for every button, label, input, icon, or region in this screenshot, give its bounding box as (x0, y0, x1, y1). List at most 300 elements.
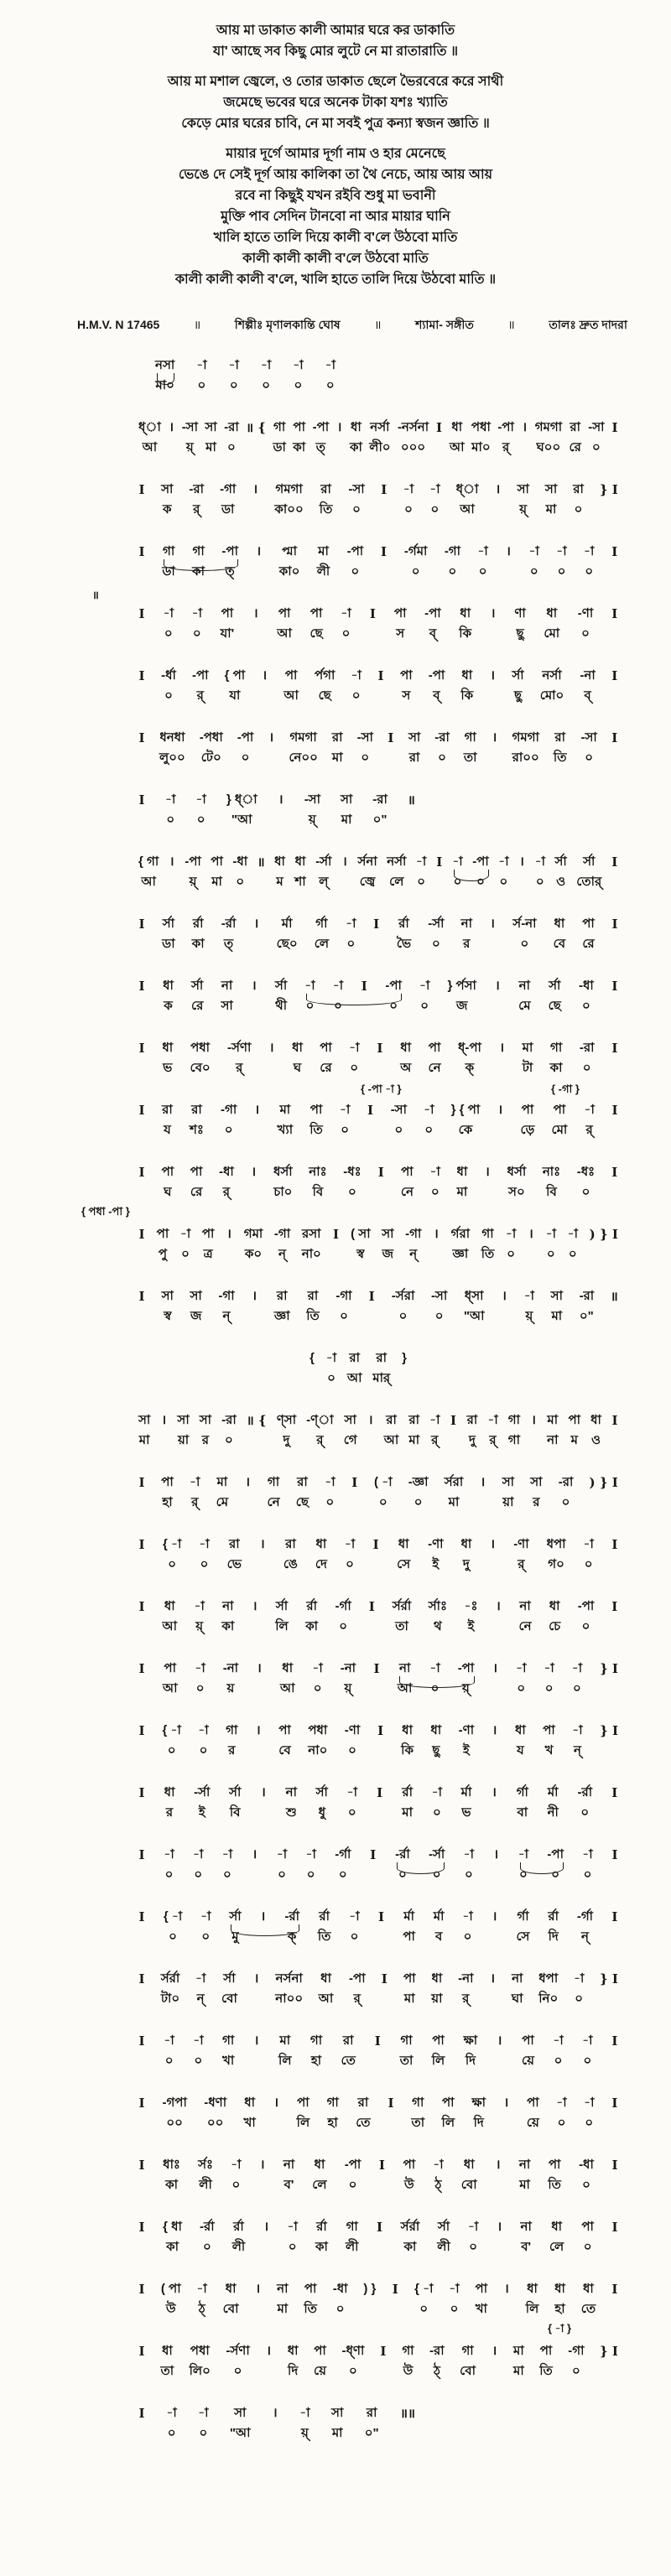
note-cell (535, 419, 562, 455)
lyric-syllable: ম (276, 875, 283, 889)
note-cell (325, 357, 336, 393)
note-cell (540, 667, 564, 704)
lyric-syllable: লি (525, 2302, 539, 2316)
note-cell (218, 1288, 234, 1324)
note-cell (544, 605, 559, 641)
sargam-note: -া (487, 1413, 498, 1427)
sargam-note: । (495, 2158, 501, 2172)
note-cell (229, 357, 239, 393)
bar-separator (309, 1350, 315, 1370)
lyric-syllable: ০ (434, 1309, 444, 1323)
bar-separator (521, 419, 528, 439)
bar-separator (611, 543, 618, 564)
lyric-syllable: ০ (347, 1805, 356, 1820)
lyric-syllable: আ (142, 440, 158, 454)
notation-row (138, 730, 618, 766)
bar-separator (268, 730, 274, 750)
bar-separator (611, 978, 618, 998)
note-cell (401, 2219, 420, 2255)
notation-row (138, 854, 618, 890)
sargam-note: -া (195, 792, 206, 807)
slur-arc (231, 1924, 299, 1936)
notation-row (138, 2281, 618, 2317)
lyric-syllable: ০ (167, 2426, 176, 2440)
sargam-note: না (222, 1599, 234, 1613)
lyric-syllable: বে (278, 1743, 291, 1758)
note-cell (400, 667, 413, 704)
sargam-note: ধা (549, 1599, 560, 1613)
sargam-note: সা (161, 482, 174, 496)
note-cell (274, 1226, 290, 1262)
note-cell (468, 2219, 478, 2255)
sargam-note: I (611, 730, 618, 745)
lyric-syllable: না০ (308, 1743, 328, 1758)
note-cell (512, 916, 536, 952)
lyric-syllable: ০ (350, 1929, 359, 1944)
sargam-note: ধা (551, 2220, 562, 2234)
sargam-note: মা (513, 2344, 524, 2358)
sargam-note: । (252, 606, 258, 621)
sargam-note: ॥ (407, 792, 415, 808)
note-cell (293, 357, 303, 393)
lyric-syllable: ব' (283, 2178, 294, 2192)
sargam-note: I (138, 2344, 145, 2359)
sargam-note: । (252, 1289, 257, 1303)
note-cell (163, 2157, 180, 2193)
lyric-syllable: মা (331, 2426, 343, 2440)
bar-separator (138, 1288, 145, 1308)
sargam-note: মা (547, 1413, 559, 1427)
sargam-note: । (254, 1103, 260, 1117)
bar-separator (377, 667, 384, 688)
lyric-syllable: সা (221, 999, 233, 1013)
lyric-syllable: য়ে (522, 2054, 534, 2068)
note-cell (165, 792, 175, 828)
note-cell (404, 543, 428, 579)
notation-row (138, 792, 415, 828)
lyric-syllable: তি (317, 1929, 331, 1944)
lyric-syllable: ত্র (203, 1247, 213, 1261)
sargam-note: I (611, 2282, 618, 2297)
sargam-note: সা (161, 1289, 174, 1303)
lyric-syllable: শা (294, 875, 306, 889)
slur-arc (520, 1862, 564, 1874)
sargam-note: । (490, 917, 495, 931)
lyric-syllable: তা (395, 1619, 408, 1633)
bar-separator (590, 1474, 618, 1494)
lyric-syllable: পা (403, 1929, 415, 1944)
sargam-note: প্মা (282, 544, 297, 558)
lyric-syllable: য়্ (525, 1309, 533, 1323)
sargam-note: ধা (314, 2158, 325, 2172)
sargam-note: গা (412, 2096, 424, 2110)
note-cell (162, 1040, 173, 1076)
sargam-note: । (255, 2282, 261, 2296)
bar-separator (259, 2157, 266, 2177)
note-cell (277, 2281, 288, 2317)
note-cell (457, 1164, 468, 1200)
artist-name: শিল্পীঃ মৃণালকান্তি ঘোষ (234, 318, 341, 331)
sargam-note: ণ্সা (276, 1413, 297, 1427)
lyric-syllable: শু (285, 1805, 297, 1820)
bar-separator (247, 1412, 267, 1432)
sargam-note: -া (287, 2220, 298, 2234)
lyric-syllable: ০ (432, 1867, 441, 1882)
lyric-syllable: থী (275, 999, 288, 1013)
bar-separator (378, 1909, 385, 1929)
sargam-note: I (611, 2220, 618, 2235)
lyric-syllable: ছে (318, 688, 331, 703)
note-cell (306, 1846, 316, 1883)
lyric-syllable: ০ (262, 378, 270, 392)
lyric-syllable: র্ (431, 1433, 439, 1447)
sargam-note: নর্সা (370, 420, 390, 434)
sargam-note: -গপা (162, 2096, 187, 2110)
lyric-line: খালি হাতে তালি দিয়ে কালী ব'লে উঠবো মাতি (213, 231, 458, 245)
lyric-syllable: র (201, 1433, 210, 1447)
lyric-syllable: ০ (227, 440, 236, 454)
note-cell (161, 667, 176, 704)
note-cell (551, 1288, 563, 1324)
sargam-note: রা (276, 1289, 288, 1303)
sargam-note: পা (161, 1475, 174, 1489)
note-cell (508, 1412, 520, 1448)
sargam-note: ধা (292, 1041, 303, 1055)
sargam-note: I (378, 2158, 385, 2173)
sargam-note: মা (522, 1041, 533, 1055)
note-cell (232, 854, 247, 890)
lyric-syllable: ০ (339, 1619, 348, 1633)
lyric-syllable: ০ (438, 750, 446, 765)
sargam-note: -ধা (332, 2282, 348, 2296)
sargam-note: -না (580, 668, 596, 683)
sargam-note: I (388, 2096, 394, 2111)
sargam-note: । (252, 1599, 257, 1613)
grace-note-annotation: ॥ (92, 589, 99, 601)
lyric-syllable: র্ (193, 502, 200, 517)
lyric-syllable: ০ (229, 378, 238, 392)
sargam-note: I (351, 1475, 358, 1490)
note-cell (351, 1226, 370, 1262)
note-cell (464, 1846, 474, 1883)
note-cell (346, 916, 356, 952)
catalog-number: H.M.V. N 17465 (77, 318, 160, 331)
sargam-note: র্মা (403, 1909, 414, 1924)
sargam-note: ধা (282, 1661, 294, 1675)
sargam-note: । (367, 1413, 373, 1427)
sargam-note: ধা (515, 1723, 526, 1737)
sargam-note: I (138, 2096, 145, 2111)
sargam-note: গা (461, 2344, 474, 2358)
bar-separator (138, 1784, 145, 1805)
lyric-syllable: আ (283, 688, 299, 703)
note-cell (333, 2281, 348, 2317)
bar-separator (492, 1660, 498, 1680)
sargam-note: সা (382, 1227, 394, 1241)
note-cell (434, 1909, 445, 1945)
lyric-syllable: লি (441, 2116, 455, 2130)
sargam-note: I (611, 917, 618, 932)
note-cell (319, 1971, 334, 2007)
sargam-note: -ধণা (204, 2096, 227, 2110)
lyric-syllable: য়্ (462, 1681, 470, 1696)
sargam-note: ধা (430, 1723, 442, 1737)
note-cell (467, 1412, 478, 1448)
lyric-syllable: ঘ (164, 1185, 172, 1199)
sargam-note: । (497, 1103, 503, 1117)
lyric-syllable: স০ (508, 1185, 525, 1199)
bar-separator (611, 730, 618, 750)
sargam-note: সা (550, 1289, 563, 1303)
note-cell (431, 1288, 447, 1324)
slur-arc (454, 870, 489, 881)
divider-mark: ॥ (507, 318, 515, 331)
bar-separator (138, 1971, 145, 1991)
lyric-syllable: ০ (199, 2426, 208, 2440)
lyric-syllable: মো০ (539, 688, 564, 703)
lyric-syllable: ন্ (573, 1743, 581, 1758)
note-cell (200, 730, 223, 766)
sargam-note: -া (193, 2033, 204, 2048)
bar-separator (370, 1846, 377, 1867)
sargam-note: । (504, 2282, 509, 2296)
sargam-note: I (450, 1413, 457, 1428)
lyric-syllable: ০ (231, 2178, 241, 2192)
sargam-note: ধা (402, 1723, 413, 1737)
bar-separator (367, 1102, 374, 1122)
lyric-syllable: ০ (575, 1992, 584, 2006)
lyric-syllable: ০ (195, 1681, 205, 1696)
lyric-syllable: ঠ্ (434, 2178, 442, 2192)
sargam-note: -া (341, 606, 351, 621)
sargam-note: ধা (351, 420, 362, 434)
sargam-note: র্গা (315, 917, 328, 931)
sargam-note: ধা (161, 2344, 173, 2358)
note-cell (527, 2095, 539, 2131)
sargam-note: পা (304, 2282, 317, 2296)
note-cell (274, 481, 303, 517)
note-cell (497, 419, 514, 455)
sargam-note: I (138, 606, 145, 621)
sargam-note: -পা (472, 854, 489, 869)
note-cell (581, 2219, 594, 2255)
note-cell (547, 1536, 566, 1572)
sargam-note: I (367, 1103, 374, 1118)
bar-separator (341, 854, 348, 874)
lyric-syllable: য (517, 1743, 524, 1758)
note-cell (555, 854, 567, 890)
note-cell (382, 1226, 393, 1262)
note-cell (522, 2033, 534, 2069)
lyric-syllable: অ (400, 1061, 412, 1075)
lyric-syllable: ত্ (225, 564, 235, 579)
bar-separator (278, 792, 284, 812)
lyric-syllable: মা০ (471, 440, 491, 454)
lyric-syllable: মা (519, 2178, 530, 2192)
sargam-note: ধা (527, 2282, 538, 2296)
lyric-syllable: খা (475, 2302, 487, 2316)
bar-separator (381, 1971, 388, 1991)
note-cell (518, 481, 529, 517)
sargam-note: । (253, 917, 259, 931)
sargam-note: -পা (385, 979, 402, 993)
bar-separator (138, 792, 145, 812)
sargam-note: । (253, 1971, 259, 1986)
note-cell (502, 1474, 514, 1510)
note-cell (524, 1288, 534, 1324)
sargam-note: রা (573, 482, 584, 496)
note-cell (163, 1660, 178, 1696)
lyric-syllable: বি (229, 1805, 241, 1820)
note-cell (573, 481, 584, 517)
sargam-note: -া (349, 1041, 360, 1055)
lyric-syllable: মা (341, 813, 352, 827)
note-cell (190, 1040, 210, 1076)
note-cell (572, 1722, 582, 1758)
lyric-syllable: ০ (464, 1867, 473, 1882)
note-cell (315, 1536, 327, 1572)
note-cell (546, 1226, 556, 1262)
sargam-note: I (377, 1909, 385, 1924)
note-cell (306, 1288, 320, 1324)
note-cell (194, 1784, 210, 1820)
lyric-syllable: ব' (521, 2240, 532, 2254)
lyric-syllable: য়া (177, 1433, 190, 1447)
note-cell (231, 2157, 241, 2193)
lyric-syllable: ০ (529, 564, 538, 579)
lyric-syllable: ০ (417, 875, 425, 889)
note-cell (177, 1412, 189, 1448)
note-cell (349, 1971, 366, 2007)
sargam-note: । (496, 1599, 501, 1613)
lyric-syllable: য (164, 1123, 171, 1137)
lyric-syllable: কা (315, 2240, 328, 2254)
note-cell (202, 1226, 215, 1262)
lyric-syllable: উ (403, 2364, 414, 2378)
sargam-note: । (434, 1227, 439, 1241)
bar-separator (160, 1412, 167, 1432)
lyric-syllable: লী (231, 2240, 246, 2254)
lyric-syllable: ০ (581, 1185, 590, 1199)
lyric-syllable: লী০ (369, 440, 391, 454)
sargam-note: গা (273, 420, 286, 434)
note-cell (304, 792, 320, 828)
note-cell (514, 605, 525, 641)
notation-row (138, 419, 618, 455)
lyric-syllable: ডা (273, 440, 286, 454)
lyric-syllable: স (402, 688, 411, 703)
lyric-syllable: দি (465, 2054, 476, 2068)
lyric-syllable: র্ (502, 440, 510, 454)
bar-separator (494, 978, 501, 998)
lyric-syllable: ন্ (580, 1929, 589, 1944)
lyric-syllable: জ (190, 1309, 202, 1323)
sargam-note: -গা (444, 544, 460, 558)
lyric-syllable: কে (458, 1123, 473, 1137)
lyric-syllable: ছে (548, 999, 561, 1013)
note-cell (372, 792, 388, 828)
bar-separator (336, 419, 343, 439)
note-cell (302, 1226, 321, 1262)
sargam-note: I (373, 1661, 380, 1676)
sargam-note: I (370, 1847, 377, 1862)
sargam-note: । (262, 668, 268, 683)
lyric-syllable: ০ (194, 2054, 203, 2068)
bar-separator (436, 854, 443, 874)
bar-separator (528, 1226, 534, 1246)
lyric-syllable: ০ (313, 1681, 322, 1696)
note-cell (556, 2095, 566, 2131)
note-cell (347, 543, 364, 579)
note-cell (530, 1474, 542, 1510)
note-cell (462, 1909, 472, 1945)
lyric-syllable: কা০ (278, 564, 300, 579)
lyric-line: আয় মা মশাল জ্বেলে, ও তোর ডাকাত ছেলে ভৈরবেরে করে সাথী (167, 75, 504, 89)
sargam-note: । (251, 1165, 257, 1179)
note-cell (515, 1722, 526, 1758)
lyric-syllable: ০ (181, 1247, 190, 1261)
note-cell (590, 1412, 601, 1448)
lyric-syllable: ০ (340, 1309, 348, 1323)
sargam-note: -ধা (218, 1165, 234, 1179)
note-cell (548, 1909, 559, 1945)
lyric-syllable: "আ (231, 813, 252, 827)
note-cell (403, 481, 414, 517)
lyric-syllable: মা (513, 2364, 524, 2378)
lyric-syllable: মা (277, 2302, 289, 2316)
note-cell (162, 1164, 174, 1200)
note-cell (554, 2281, 565, 2317)
lyric-syllable: ০ (582, 2178, 590, 2192)
note-cell (161, 2281, 181, 2317)
sargam-note: ধা (400, 1041, 412, 1055)
sargam-note: পা (221, 606, 234, 621)
lyric-syllable: ডা (162, 937, 175, 951)
sargam-note: I (138, 2158, 145, 2173)
note-cell (553, 2033, 563, 2069)
sargam-note: -া (505, 1227, 517, 1241)
lyric-syllable: রা (408, 750, 420, 765)
note-cell (408, 730, 420, 766)
note-cell (397, 1536, 410, 1572)
lyric-syllable: আ (277, 626, 292, 641)
notation-row (138, 2405, 415, 2441)
lyric-syllable: ০ (200, 1557, 209, 1571)
note-cell (345, 1536, 355, 1572)
lyric-syllable: ০ (557, 2116, 566, 2130)
note-cell (280, 1660, 295, 1696)
sargam-note: I (138, 1289, 145, 1304)
lyric-syllable: ০ (582, 1061, 591, 1075)
sargam-note: -া (305, 1847, 316, 1862)
lyric-syllable: ধু (318, 1805, 325, 1820)
sargam-note: । (252, 482, 258, 496)
sargam-note: নাঃ (309, 1165, 327, 1179)
sargam-note: I (138, 668, 145, 683)
lyric-syllable: ০ (581, 1619, 590, 1633)
sargam-note: -া (584, 1103, 595, 1117)
note-cell (400, 1040, 411, 1076)
note-cell (350, 419, 362, 455)
lyric-syllable: আ (397, 1681, 413, 1696)
lyric-syllable: কি (460, 688, 474, 703)
sargam-note: -সা (304, 792, 320, 807)
lyric-syllable: ০ (224, 1123, 233, 1137)
lyric-syllable: রে (569, 440, 581, 454)
lyric-syllable: টে০ (200, 750, 221, 765)
sargam-note: I (138, 1537, 145, 1552)
sargam-note: I (611, 1103, 618, 1118)
